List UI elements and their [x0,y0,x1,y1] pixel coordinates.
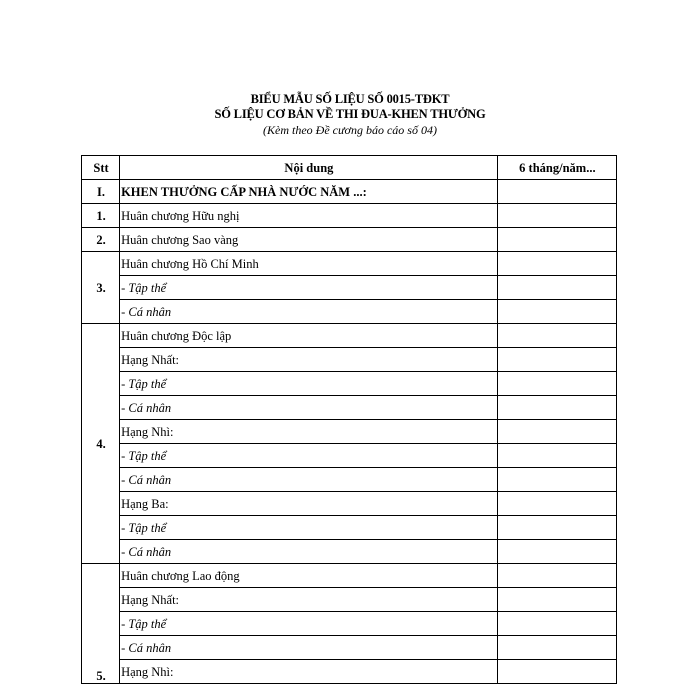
table-row [82,300,617,324]
row-value-cell[interactable] [497,276,616,300]
row-value-cell[interactable] [497,588,616,612]
table-row [82,204,617,228]
row-number: 3. [82,252,120,324]
row-content: - Tập thể [120,372,498,396]
table-row [82,324,617,348]
row-content: KHEN THƯỞNG CẤP NHÀ NƯỚC NĂM ...: [120,180,498,204]
row-content: Hạng Nhất: [120,348,498,372]
row-content: - Tập thể [120,276,498,300]
row-value-cell[interactable] [497,180,616,204]
form-subtitle: SỐ LIỆU CƠ BẢN VỀ THI ĐUA-KHEN THƯỞNG [214,107,486,121]
row-value-cell[interactable] [497,636,616,660]
row-content: - Cá nhân [120,468,498,492]
row-number: 4. [82,324,120,564]
row-content: - Tập thể [120,612,498,636]
column-header-value: 6 tháng/năm... [497,156,616,180]
statistics-table [81,155,617,684]
row-content: Hạng Ba: [120,492,498,516]
table-row [82,372,617,396]
table-row [82,564,617,588]
row-value-cell[interactable] [497,420,616,444]
row-value-cell[interactable] [497,492,616,516]
table-row [82,276,617,300]
row-value-cell[interactable] [497,564,616,588]
table-row [82,492,617,516]
form-title: BIỂU MẪU SỐ LIỆU SỐ 0015-TĐKT [250,92,450,106]
row-content: - Cá nhân [120,396,498,420]
row-content: Hạng Nhì: [120,660,498,684]
row-value-cell[interactable] [497,468,616,492]
row-value-cell[interactable] [497,372,616,396]
table-row [82,540,617,564]
row-value-cell[interactable] [497,228,616,252]
row-content: - Cá nhân [120,300,498,324]
row-content: - Cá nhân [120,540,498,564]
row-number: 5. [82,564,120,684]
form-reference: (Kèm theo Đề cương báo cáo số 04) [263,123,437,137]
table-row [82,228,617,252]
row-number: I. [82,180,120,204]
row-content: Huân chương Sao vàng [120,228,498,252]
row-content: - Tập thể [120,516,498,540]
row-value-cell[interactable] [497,204,616,228]
row-number: 1. [82,204,120,228]
row-value-cell[interactable] [497,612,616,636]
table-header-row [82,156,617,180]
row-content: Hạng Nhì: [120,420,498,444]
table-row [82,588,617,612]
row-value-cell[interactable] [497,252,616,276]
table-row [82,396,617,420]
table-row [82,420,617,444]
row-value-cell[interactable] [497,396,616,420]
column-header-stt: Stt [82,156,120,180]
row-content: - Cá nhân [120,636,498,660]
table-row [82,516,617,540]
table-row [82,468,617,492]
column-header-content: Nội dung [120,156,498,180]
row-value-cell[interactable] [497,516,616,540]
row-content: Huân chương Độc lập [120,324,498,348]
row-value-cell[interactable] [497,348,616,372]
row-value-cell[interactable] [497,300,616,324]
row-content: Huân chương Hồ Chí Minh [120,252,498,276]
table-row [82,348,617,372]
row-value-cell[interactable] [497,444,616,468]
table-row [82,444,617,468]
row-value-cell[interactable] [497,660,616,684]
row-content: Hạng Nhất: [120,588,498,612]
table-row [82,252,617,276]
table-row [82,180,617,204]
row-content: Huân chương Hữu nghị [120,204,498,228]
row-content: Huân chương Lao động [120,564,498,588]
row-value-cell[interactable] [497,324,616,348]
table-row [82,660,617,684]
row-number: 2. [82,228,120,252]
table-row [82,636,617,660]
table-row [82,612,617,636]
row-content: - Tập thể [120,444,498,468]
row-value-cell[interactable] [497,540,616,564]
